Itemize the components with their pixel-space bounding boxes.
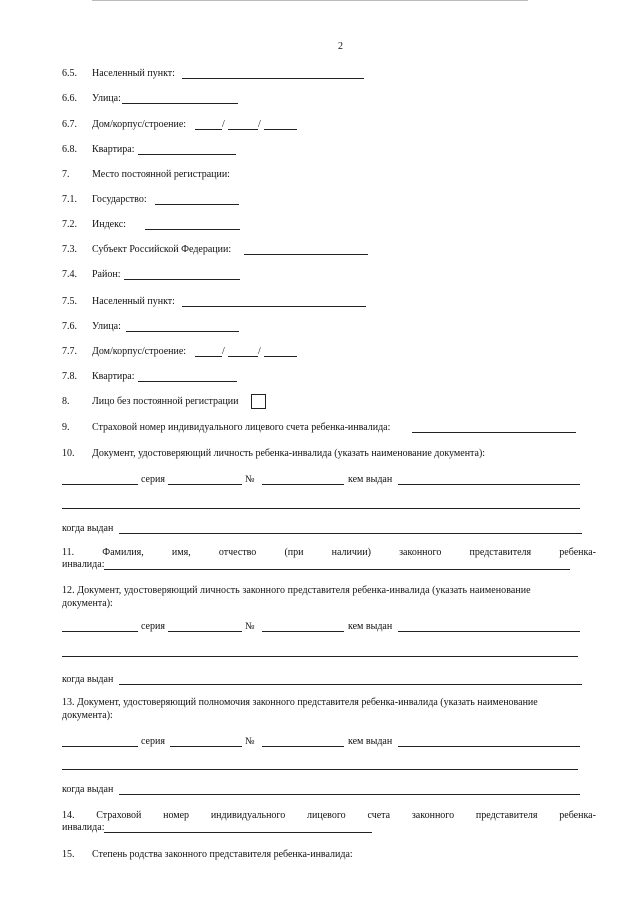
field-label: Документ, удостоверяющий личность ребенка-инвалида (указать наименование документа):	[92, 448, 486, 459]
field-label: Степень родства законного представителя ребенка-инвалида:	[92, 849, 353, 860]
item-number: 6.5.	[62, 68, 77, 79]
item-number: 6.7.	[62, 119, 77, 130]
item-14-second-line: инвалида:	[62, 822, 105, 833]
number-input-line[interactable]	[262, 631, 344, 632]
document-name-input-line[interactable]	[62, 631, 138, 632]
item-11-second-line: инвалида:	[62, 559, 105, 570]
item-number: 7.	[62, 169, 70, 180]
item-number: 10.	[62, 448, 75, 459]
page-number: 2	[338, 41, 343, 52]
issued-by-label: кем выдан	[348, 736, 393, 747]
item-number: 7.4.	[62, 269, 77, 280]
document-name-input-line[interactable]	[62, 484, 138, 485]
item-number: 7.3.	[62, 244, 77, 255]
item-number: 7.7.	[62, 346, 77, 357]
number-input-line[interactable]	[262, 484, 344, 485]
series-label: серия	[141, 736, 165, 747]
issued-by-input-line[interactable]	[398, 484, 580, 485]
street-input-line[interactable]	[122, 103, 238, 104]
issued-when-label: когда выдан	[62, 674, 114, 685]
document-name-input-line[interactable]	[62, 746, 138, 747]
slash-separator: /	[222, 346, 225, 357]
page-top-border	[92, 0, 528, 1]
series-input-line[interactable]	[168, 631, 242, 632]
item-number: 7.2.	[62, 219, 77, 230]
issued-when-input-line[interactable]	[119, 794, 580, 795]
field-label: Страховой номер индивидуального лицевого счета ребенка-инвалида:	[92, 422, 391, 433]
series-label: серия	[141, 621, 165, 632]
street-input-line[interactable]	[126, 331, 239, 332]
house-input-line[interactable]	[195, 356, 222, 357]
slash-separator: /	[258, 119, 261, 130]
number-label: №	[245, 621, 255, 632]
item-11-first-line: 11. Фамилия, имя, отчество (при наличии) законного представителя ребенка-	[62, 547, 596, 558]
representative-snils-input-line[interactable]	[104, 832, 372, 833]
issued-by-continuation-line[interactable]	[62, 656, 578, 657]
settlement-input-line[interactable]	[182, 78, 364, 79]
issued-by-continuation-line[interactable]	[62, 508, 580, 509]
field-label: Населенный пункт:	[92, 296, 175, 307]
issued-when-label: когда выдан	[62, 784, 114, 795]
field-label: Населенный пункт:	[92, 68, 175, 79]
region-input-line[interactable]	[244, 254, 368, 255]
issued-by-continuation-line[interactable]	[62, 769, 578, 770]
field-label: Квартира:	[92, 371, 135, 382]
item-12-second-line: документа):	[62, 598, 113, 609]
settlement-input-line[interactable]	[182, 306, 366, 307]
postal-code-input-line[interactable]	[145, 229, 240, 230]
apartment-input-line[interactable]	[138, 154, 236, 155]
field-label: Государство:	[92, 194, 147, 205]
district-input-line[interactable]	[124, 279, 240, 280]
country-input-line[interactable]	[155, 204, 239, 205]
section-heading: Место постоянной регистрации:	[92, 169, 230, 180]
item-number: 8.	[62, 396, 70, 407]
issued-when-input-line[interactable]	[119, 684, 582, 685]
item-14-first-line: 14. Страховой номер индивидуального лицевого счета законного представителя ребенка-	[62, 810, 596, 821]
series-label: серия	[141, 474, 165, 485]
item-number: 6.6.	[62, 93, 77, 104]
field-label: Дом/корпус/строение:	[92, 119, 187, 130]
field-label: Улица:	[92, 93, 121, 104]
number-label: №	[245, 736, 255, 747]
item-number: 15.	[62, 849, 75, 860]
issued-when-label: когда выдан	[62, 523, 114, 534]
field-label: Лицо без постоянной регистрации	[92, 396, 239, 407]
field-label: Дом/корпус/строение:	[92, 346, 187, 357]
field-label: Район:	[92, 269, 121, 280]
item-13-first-line: 13. Документ, удостоверяющий полномочия законного представителя ребенка-инвалида (указать наименование	[62, 697, 538, 708]
field-label: Субъект Российской Федерации:	[92, 244, 232, 255]
issued-by-input-line[interactable]	[398, 631, 580, 632]
issued-when-input-line[interactable]	[119, 533, 582, 534]
structure-input-line[interactable]	[264, 356, 297, 357]
item-12-first-line: 12. Документ, удостоверяющий личность законного представителя ребенка-инвалида (указать наименование	[62, 585, 531, 596]
house-input-line[interactable]	[195, 129, 222, 130]
issued-by-input-line[interactable]	[398, 746, 580, 747]
no-registration-checkbox[interactable]	[251, 394, 266, 409]
series-input-line[interactable]	[168, 484, 242, 485]
number-label: №	[245, 474, 255, 485]
item-number: 9.	[62, 422, 70, 433]
structure-input-line[interactable]	[264, 129, 297, 130]
number-input-line[interactable]	[262, 746, 344, 747]
apartment-input-line[interactable]	[138, 381, 237, 382]
issued-by-label: кем выдан	[348, 474, 393, 485]
building-input-line[interactable]	[228, 129, 258, 130]
field-label: Индекс:	[92, 219, 126, 230]
field-label: Квартира:	[92, 144, 135, 155]
field-label: Улица:	[92, 321, 121, 332]
issued-by-label: кем выдан	[348, 621, 393, 632]
slash-separator: /	[222, 119, 225, 130]
item-number: 7.1.	[62, 194, 77, 205]
item-number: 7.5.	[62, 296, 77, 307]
item-number: 7.8.	[62, 371, 77, 382]
slash-separator: /	[258, 346, 261, 357]
item-number: 7.6.	[62, 321, 77, 332]
representative-name-input-line[interactable]	[104, 569, 570, 570]
snils-input-line[interactable]	[412, 432, 576, 433]
item-13-second-line: документа):	[62, 710, 113, 721]
series-input-line[interactable]	[170, 746, 242, 747]
item-number: 6.8.	[62, 144, 77, 155]
building-input-line[interactable]	[228, 356, 258, 357]
